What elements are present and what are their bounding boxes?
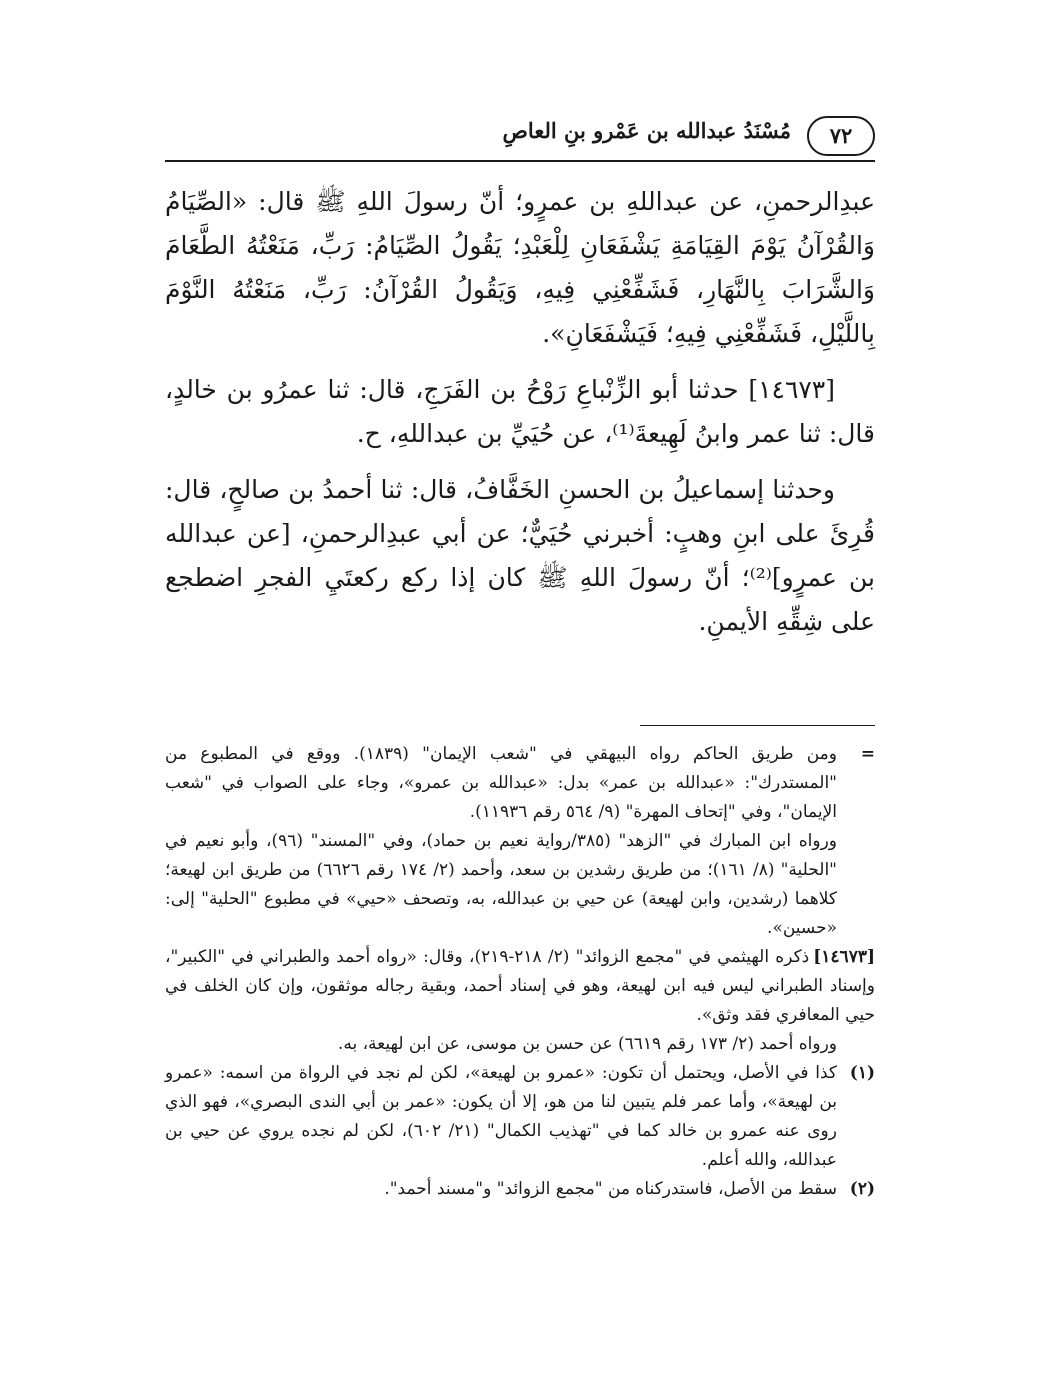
paragraph-isnad-second: وحدثنا إسماعيلُ بن الحسنِ الخَفَّافُ، قال: ثنا أحمدُ بن صالحٍ، قال: قُرِئَ على ابنِ وهبٍ: أخبرني حُيَيٌّ؛ عن أبي عبدِالرحمنِ، [عن عبدالله بن عمرٍو]⁽²⁾؛ أنّ رسولَ اللهِ ﷺ كان إذا ركع ركعتَيِ الفجرِ اضطجع على شِقِّهِ الأيمنِ.: [165, 475, 875, 636]
main-text: [165, 180, 875, 656]
footnote-mark: [١٤٦٧٣]: [813, 947, 875, 967]
footnote-text: ورواه أحمد (٢/ ١٧٣ رقم ٦٦١٩) عن حسن بن موسى، عن ابن لهيعة، به.: [337, 1034, 837, 1054]
footnote-text: ومن طريق الحاكم رواه البيهقي في "شعب الإيمان" (١٨٣٩). ووقع في المطبوع من "المستدرك": «عبدالله بن عمر» بدل: «عبدالله بن عمرو»، وجاء على الصواب في "شعب الإيمان"، وفي "إتحاف المهرة" (٩/ ٥٦٤ رقم ١١٩٣٦).: [165, 744, 838, 822]
page-header: [165, 112, 875, 158]
footnote-item: [165, 1030, 875, 1059]
paragraph-isnad-14673: [١٤٦٧٣] حدثنا أبو الزِّنْباعِ رَوْحُ بن الفَرَجِ، قال: ثنا عمرُو بن خالدٍ، قال: ثنا عمر وابنُ لَهِيعةَ⁽¹⁾، عن حُيَيِّ بن عبداللهِ، ح.: [165, 375, 875, 448]
footnote-item: [165, 827, 875, 943]
footnote-text: ورواه ابن المبارك في "الزهد" (٣٨٥/رواية نعيم بن حماد)، وفي "المسند" (٩٦)، وأبو نعيم في "الحلية" (٨/ ١٦١)؛ من طريق رشدين بن سعد، وأحمد (٢/ ١٧٤ رقم ٦٦٢٦) من طريق ابن لهيعة؛ كلاهما (رشدين، وابن لهيعة) عن حيي بن عبدالله، به، وتصحف «حيي» في مطبوع "الحلية" إلى: «حسين».: [165, 831, 837, 938]
footnote-mark: (٢): [849, 1179, 875, 1199]
header-divider: [165, 160, 875, 162]
footnote-text: كذا في الأصل، ويحتمل أن تكون: «عمرو بن لهيعة»، لكن لم نجد في الرواة من اسمه: «عمرو بن لهيعة»، وأما عمر فلم يتبين لنا من هو، إلا أن يكون: «عمر بن أبي الندى البصري»، فهو الذي روى عنه عمرو بن خالد كما في "تهذيب الكمال" (٢١/ ٦٠٢)، لكن لم نجده يروي عن حيي بن عبدالله، والله أعلم.: [165, 1063, 837, 1170]
footnote-item: [165, 1059, 875, 1175]
page-number: ٧٢: [807, 116, 875, 156]
footnote-mark: (١): [849, 1063, 875, 1083]
footnote-item: [165, 943, 875, 1030]
footnote-mark: =: [860, 744, 875, 764]
footnote-text: ذكره الهيثمي في "مجمع الزوائد" (٢/ ٢١٨-٢١٩)، وقال: «رواه أحمد والطبراني في "الكبير"، وإسناد الطبراني ليس فيه ابن لهيعة، وهو في إسناد أحمد، وبقية رجاله موثقون، وإن كان الخلف في حيي المعافري فقد وثق».: [165, 947, 875, 1025]
footnote-divider: [640, 725, 875, 726]
footnote-item: [165, 1175, 875, 1204]
footnote-item: [165, 740, 875, 827]
running-title: مُسْنَدُ عبدالله بن عَمْرو بنِ العاصِ: [502, 118, 791, 143]
footnote-text: سقط من الأصل، فاستدركناه من "مجمع الزوائد" و"مسند أحمد".: [384, 1179, 837, 1199]
paragraph-hadith-text: عبدِالرحمنِ، عن عبداللهِ بن عمرٍو؛ أنّ رسولَ اللهِ ﷺ قال: «الصِّيَامُ وَالقُرْآنُ يَوْمَ القِيَامَةِ يَشْفَعَانِ لِلْعَبْدِ؛ يَقُولُ الصِّيَامُ: رَبِّ، مَنَعْتُهُ الطَّعَامَ وَالشَّرَابَ بِالنَّهَارِ، فَشَفِّعْنِي فِيهِ، وَيَقُولُ القُرْآنُ: رَبِّ، مَنَعْتُهُ النَّوْمَ بِاللَّيْلِ، فَشَفِّعْنِي فِيهِ؛ فَيَشْفَعَانِ».: [165, 187, 876, 348]
footnotes: [165, 740, 875, 1204]
